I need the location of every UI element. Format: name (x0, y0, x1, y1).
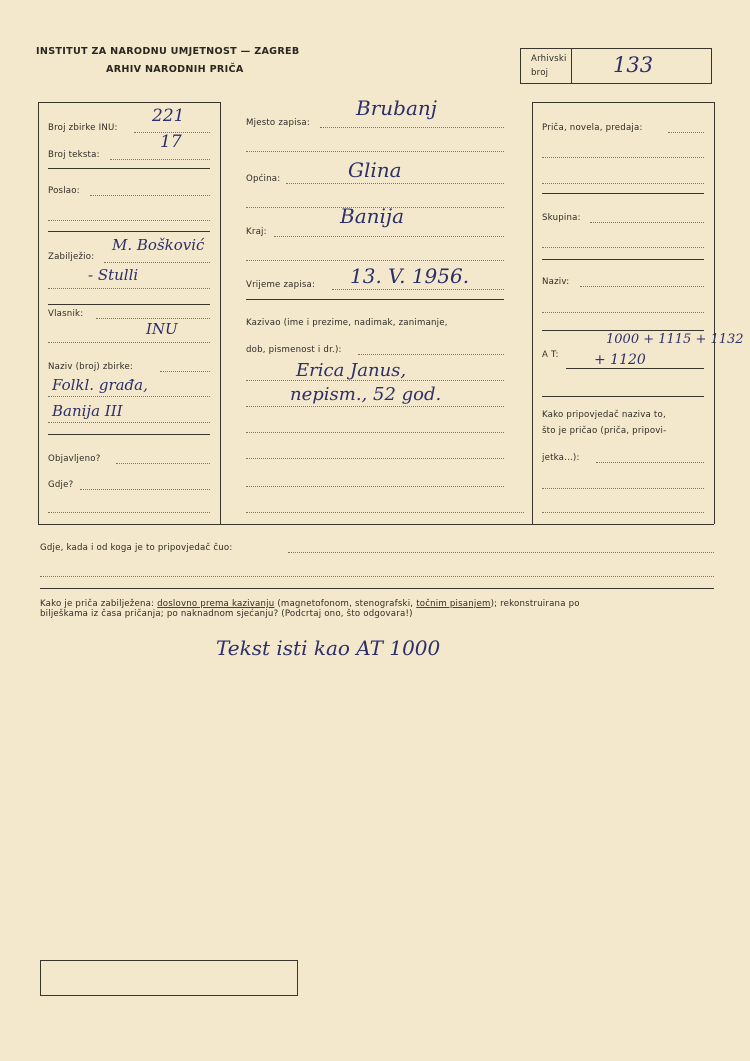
dotted-line (596, 462, 704, 463)
dotted-line (246, 458, 504, 459)
heard-from-label: Gdje, kada i od koga je to pripovjedač čuo: (40, 543, 233, 553)
collection-name-value-2: Banija III (52, 402, 123, 420)
narrator-name-label-2: što je pričao (priča, pripovi- (542, 426, 667, 436)
handwritten-note: Tekst isti kao AT 1000 (216, 636, 441, 660)
municipality-value: Glina (348, 158, 402, 182)
collection-name-label: Naziv (broj) zbirke: (48, 362, 134, 372)
dotted-line (246, 260, 504, 261)
narrator-name-label-1: Kako pripovjedač naziva to, (542, 410, 666, 420)
archive-title: ARHIV NARODNIH PRIČA (106, 64, 244, 75)
dotted-line (80, 489, 210, 490)
dotted-line (90, 195, 210, 196)
rule (48, 168, 210, 169)
recorded-by-value-2: - Stulli (88, 266, 139, 284)
narrator-value-1: Erica Janus, (296, 360, 407, 381)
rule (542, 259, 704, 260)
frame-divider-left (220, 102, 221, 524)
rule (542, 193, 704, 194)
frame-divider-right (532, 102, 533, 524)
sent-by-label: Poslao: (48, 186, 80, 196)
dotted-line (110, 159, 210, 160)
published-label: Objavljeno? (48, 454, 101, 464)
at-value-1: 1000 + 1115 + 1132 (606, 332, 744, 347)
frame-left-edge (38, 102, 39, 524)
dotted-line (96, 318, 210, 319)
frame-right-edge (714, 102, 715, 524)
archive-number-value: 133 (613, 53, 654, 77)
empty-stamp-box (40, 960, 298, 996)
text-number-label: Broj teksta: (48, 150, 100, 160)
method-text-c: (magnetofonom, stenografski, (274, 599, 417, 609)
dotted-line (160, 371, 210, 372)
method-text-a: Kako je priča zabilježena: (40, 599, 158, 609)
method-text-underlined-1: doslovno prema kazivanju (157, 599, 275, 609)
owner-value: INU (146, 320, 178, 338)
date-value: 13. V. 1956. (350, 264, 470, 288)
dotted-line (246, 486, 504, 487)
at-label: A T: (542, 350, 559, 360)
dotted-line (320, 127, 504, 128)
narrator-value-2: nepism., 52 god. (290, 384, 442, 405)
date-label: Vrijeme zapisa: (246, 280, 316, 290)
archive-number-label-2: broj (531, 68, 549, 78)
dotted-line (542, 247, 704, 248)
dotted-line (580, 286, 704, 287)
dotted-line (590, 222, 704, 223)
place-label: Mjesto zapisa: (246, 118, 310, 128)
dotted-line (48, 512, 210, 513)
municipality-label: Općina: (246, 174, 281, 184)
collection-name-value-1: Folkl. građa, (52, 376, 148, 394)
dotted-line (40, 576, 714, 577)
rule (48, 434, 210, 435)
dotted-line (116, 463, 210, 464)
institute-title: INSTITUT ZA NARODNU UMJETNOST — ZAGREB (36, 46, 300, 57)
dotted-line (668, 132, 704, 133)
region-label: Kraj: (246, 227, 267, 237)
narrator-name-label-3: jetka...): (542, 453, 580, 463)
rule (542, 396, 704, 397)
collection-number-value: 221 (152, 106, 185, 126)
recorded-by-label: Zabilježio: (48, 252, 95, 262)
group-label: Skupina: (542, 213, 581, 223)
archive-number-box (520, 48, 712, 84)
method-text-e: ); rekonstruirana po (490, 599, 580, 609)
dotted-line (246, 406, 504, 407)
archive-number-divider (571, 49, 572, 83)
owner-label: Vlasnik: (48, 309, 84, 319)
recorded-by-value-1: M. Bošković (112, 236, 205, 254)
dotted-line (332, 289, 504, 290)
place-value: Brubanj (356, 96, 437, 120)
method-text-underlined-2: točnim pisanjem (416, 599, 491, 609)
narrator-label-2: dob, pismenost i dr.): (246, 345, 342, 355)
rule (542, 330, 704, 331)
dotted-line (542, 157, 704, 158)
dotted-line (246, 380, 504, 381)
dotted-line (48, 220, 210, 221)
frame-bottom (38, 524, 714, 525)
dotted-line (246, 512, 524, 513)
where-label: Gdje? (48, 480, 74, 490)
rule (40, 588, 714, 589)
dotted-line (48, 288, 210, 289)
narrator-label-1: Kazivao (ime i prezime, nadimak, zanimanje, (246, 318, 448, 328)
rule (566, 368, 704, 369)
dotted-line (542, 488, 704, 489)
dotted-line (48, 422, 210, 423)
left-box-top (38, 102, 220, 103)
dotted-line (542, 312, 704, 313)
dotted-line (48, 396, 210, 397)
rule (48, 231, 210, 232)
rule (246, 299, 504, 300)
name-label: Naziv: (542, 277, 570, 287)
dotted-line (358, 354, 504, 355)
dotted-line (104, 262, 210, 263)
dotted-line (246, 432, 504, 433)
archive-number-label-1: Arhivski (531, 54, 567, 64)
dotted-line (246, 151, 504, 152)
recording-method-line-2: bilješkama iz časa pričanja; po naknadnom sjećanju? (Podcrtaj ono, što odgovara!) (40, 609, 413, 619)
dotted-line (288, 552, 714, 553)
region-value: Banija (340, 204, 405, 228)
dotted-line (542, 512, 704, 513)
rule (48, 304, 210, 305)
dotted-line (286, 183, 504, 184)
story-type-label: Priča, novela, predaja: (542, 123, 643, 133)
at-value-2: + 1120 (594, 352, 646, 368)
text-number-value: 17 (160, 132, 182, 152)
right-box-top (532, 102, 714, 103)
dotted-line (542, 183, 704, 184)
dotted-line (274, 236, 504, 237)
collection-number-label: Broj zbirke INU: (48, 123, 118, 133)
dotted-line (48, 342, 210, 343)
